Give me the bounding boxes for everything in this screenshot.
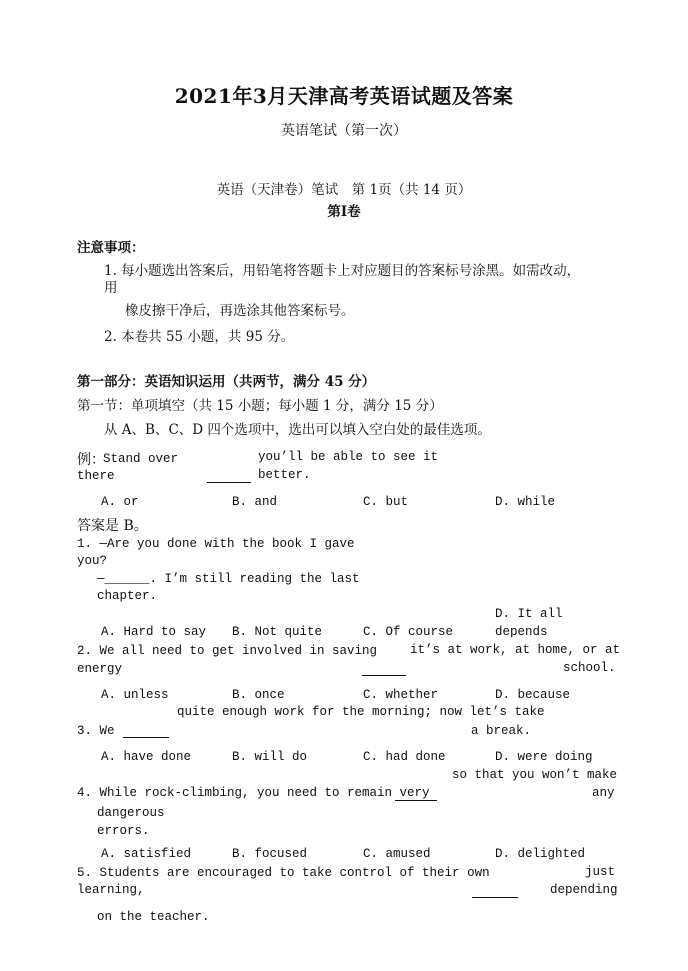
q2-line2b: school. [563,661,616,675]
q1-option-b: B. Not quite [232,625,323,639]
q4-option-c: C. amused [363,847,431,861]
example-prefix: 例： [77,452,105,468]
example-stem-c: you’ll be able to see it [258,450,439,464]
example-stem-d: better. [258,468,311,482]
q4-option-a: A. satisfied [101,847,192,861]
q5-line1b: just [585,865,616,879]
q1-line2: you? [77,554,108,568]
q1-option-d: D. It all [495,607,563,621]
q4-line0: so that you won’t make [452,768,618,782]
example-option-a: A. or [101,495,139,509]
q2-blank [362,675,406,676]
volume-label: 第Ⅰ卷 [327,204,361,220]
q2-option-d: D. because [495,688,571,702]
notes-item1-line3: 橡皮擦干净后，再选涂其他答案标号。 [125,303,355,319]
q1-option-a: A. Hard to say [101,625,207,639]
example-stem-a: Stand over [103,452,179,466]
page-info: 英语（天津卷）笔试 第 1页（共 14 页） [216,182,472,198]
example-option-d: D. while [495,495,556,509]
q4-option-b: B. focused [232,847,308,861]
q5-line1a: 5. Students are encouraged to take control of their own [77,866,490,880]
q2-line1a: 2. We all need to get involved in saving [77,644,378,658]
example-option-c: C. but [363,495,409,509]
part1-heading: 第一部分：英语知识运用（共两节，满分 45 分） [77,374,376,390]
q3-line0: quite enough work for the morning; now let’s take [177,705,545,719]
q4-line1a: 4. While rock-climbing, you need to remain very [77,786,430,800]
q2-option-b: B. once [232,688,285,702]
q4-blank [395,800,437,801]
example-blank [207,482,251,483]
notes-item2: 2. 本卷共 55 小题，共 95 分。 [104,329,295,345]
section1-heading: 第一节：单项填空（共 15 小题；每小题 1 分，满分 15 分） [77,398,443,414]
q5-blank [472,897,518,898]
section1-instruction: 从 A、B、C、D 四个选项中，选出可以填入空白处的最佳选项。 [104,422,491,438]
notes-item1-line1: 1. 每小题选出答案后，用铅笔将答题卡上对应题目的答案标号涂黑。如需改动， [104,263,581,279]
page-subtitle: 英语笔试（第一次） [281,123,407,139]
q1-line4: chapter. [97,589,158,603]
q3-line1b: a break. [471,724,532,738]
q1-option-d-cont: depends [495,625,548,639]
q1-line3: —______. I’m still reading the last [97,572,360,586]
q4-option-d: D. delighted [495,847,586,861]
q1-line1: 1. —Are you done with the book I gave [77,537,355,551]
notes-item1-line2: 用 [104,280,118,296]
example-option-b: B. and [232,495,278,509]
q3-blank [123,737,169,738]
q4-line3: errors. [97,824,150,838]
q3-option-a: A. have done [101,750,192,764]
q3-option-b: B. will do [232,750,308,764]
example-stem-b: there [77,469,115,483]
q2-line2a: energy [77,662,123,676]
q2-line1b: it’s at work, at home, or at [410,643,621,657]
q4-line1b: any [592,786,615,800]
q5-line2a: learning, [77,883,145,897]
notes-heading: 注意事项： [77,240,145,256]
example-answer: 答案是 B。 [77,518,148,534]
q2-option-a: A. unless [101,688,169,702]
q5-line3: on the teacher. [97,910,210,924]
q4-line2: dangerous [97,806,165,820]
page-title: 2021年3月天津高考英语试题及答案 [174,84,514,108]
q2-option-c: C. whether [363,688,439,702]
q5-line2b: depending [550,883,618,897]
q3-line1a: 3. We [77,724,115,738]
q1-option-c: C. Of course [363,625,454,639]
q3-option-c: C. had done [363,750,446,764]
q3-option-d: D. were doing [495,750,593,764]
